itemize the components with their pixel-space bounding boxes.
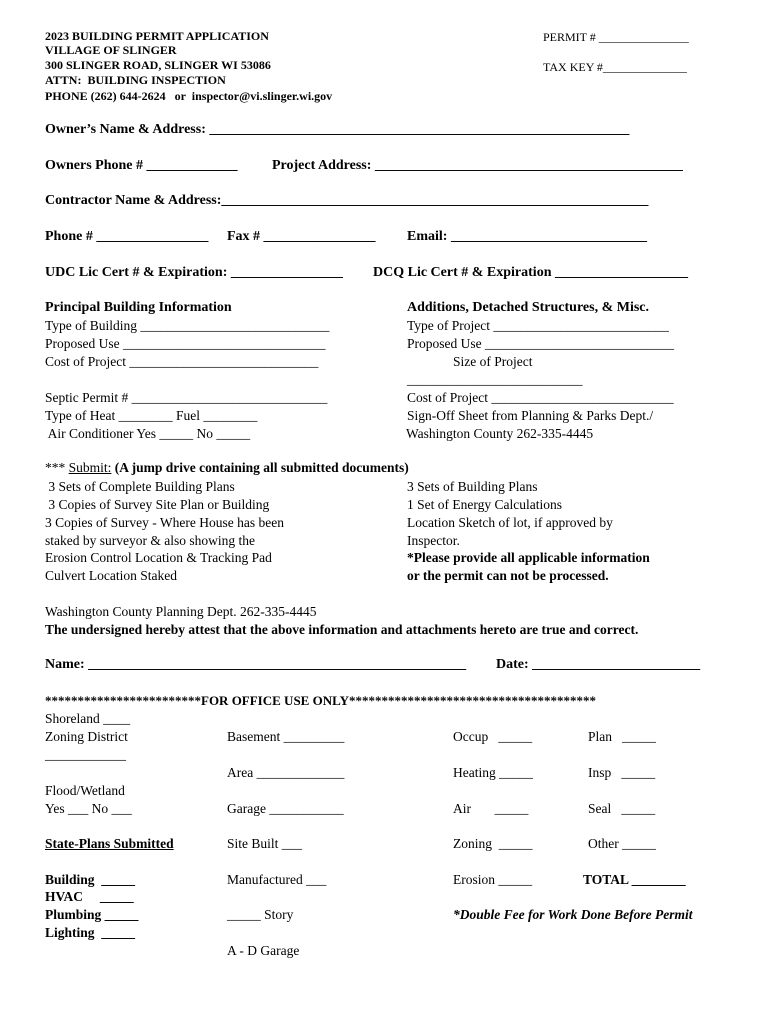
additions-heading: Additions, Detached Structures, & Misc. <box>407 300 650 315</box>
plan-field[interactable]: Plan _____ <box>588 729 656 744</box>
heating-field[interactable]: Heating _____ <box>453 765 533 780</box>
signature-date-field[interactable]: Date: ________________________ <box>496 657 701 672</box>
basement-field[interactable]: Basement _________ <box>227 729 345 744</box>
submit-left-item: staked by surveyor & also showing the <box>45 533 255 548</box>
ad-garage-label: A - D Garage <box>227 943 300 958</box>
size-of-project-field[interactable]: __________________________ <box>407 372 583 387</box>
garage-field[interactable]: Garage ___________ <box>227 801 344 816</box>
submit-right-item: Inspector. <box>407 533 460 548</box>
contractor-fax-field[interactable]: Fax # ________________ <box>227 229 376 244</box>
plumbing-plans-field[interactable]: Plumbing _____ <box>45 907 139 922</box>
submit-left-item: Culvert Location Staked <box>45 568 177 583</box>
submit-right-item: 3 Sets of Building Plans <box>407 479 538 494</box>
signature-name-field[interactable]: Name: ______________________________________________________ <box>45 657 467 672</box>
attestation-statement: The undersigned hereby attest that the above information and attachments hereto are true and correct. <box>45 622 639 637</box>
contractor-phone-field[interactable]: Phone # ________________ <box>45 229 209 244</box>
submit-left-item: 3 Copies of Survey Site Plan or Building <box>45 497 270 512</box>
header-address: 300 SLINGER ROAD, SLINGER WI 53086 <box>45 58 271 72</box>
owner-name-address-field[interactable]: Owner’s Name & Address: ____________________________________________________________ <box>45 122 630 137</box>
state-plans-submitted-heading: State-Plans Submitted <box>45 836 174 851</box>
submit-right-item: 1 Set of Energy Calculations <box>407 497 562 512</box>
area-field[interactable]: Area _____________ <box>227 765 345 780</box>
owner-phone-field[interactable]: Owners Phone # _____________ <box>45 158 238 173</box>
total-field[interactable]: TOTAL ________ <box>583 872 686 887</box>
office-use-banner: ************************FOR OFFICE USE ONLY************************************** <box>45 693 596 708</box>
type-of-building-field[interactable]: Type of Building ____________________________ <box>45 318 330 333</box>
occup-field[interactable]: Occup _____ <box>453 729 533 744</box>
other-field[interactable]: Other _____ <box>588 836 656 851</box>
permit-not-processed-note: or the permit can not be processed. <box>407 568 609 583</box>
type-of-project-field[interactable]: Type of Project __________________________ <box>407 318 669 333</box>
manufactured-field[interactable]: Manufactured ___ <box>227 872 327 887</box>
submit-left-item: 3 Copies of Survey - Where House has been <box>45 515 284 530</box>
county-planning-phone: Washington County Planning Dept. 262-335-4445 <box>45 604 317 619</box>
shoreland-field[interactable]: Shoreland ____ <box>45 711 131 726</box>
seal-field[interactable]: Seal _____ <box>588 801 656 816</box>
site-built-field[interactable]: Site Built ___ <box>227 836 303 851</box>
dcq-license-field[interactable]: DCQ Lic Cert # & Expiration ___________________ <box>373 265 688 280</box>
submit-right-item: Location Sketch of lot, if approved by <box>407 515 613 530</box>
story-field[interactable]: _____ Story <box>227 907 294 922</box>
hvac-plans-field[interactable]: HVAC _____ <box>45 889 134 904</box>
building-plans-field[interactable]: Building _____ <box>45 872 136 887</box>
zoning-field[interactable]: Zoning _____ <box>453 836 533 851</box>
cost-of-project-field[interactable]: Cost of Project ____________________________ <box>45 354 319 369</box>
principal-building-heading: Principal Building Information <box>45 300 232 315</box>
additions-proposed-use-field[interactable]: Proposed Use ____________________________ <box>407 336 674 351</box>
double-fee-note: *Double Fee for Work Done Before Permit <box>453 907 693 922</box>
lighting-plans-field[interactable]: Lighting _____ <box>45 925 136 940</box>
udc-license-field[interactable]: UDC Lic Cert # & Expiration: ________________ <box>45 265 343 280</box>
submit-left-item: Erosion Control Location & Tracking Pad <box>45 550 272 565</box>
submit-left-item: 3 Sets of Complete Building Plans <box>45 479 235 494</box>
tax-key-field[interactable]: TAX KEY #______________ <box>543 60 687 74</box>
septic-permit-field[interactable]: Septic Permit # _____________________________ <box>45 390 328 405</box>
header-attn: ATTN: BUILDING INSPECTION <box>45 73 226 87</box>
header-phone: PHONE (262) 644-2624 or inspector@vi.slinger.wi.gov <box>45 89 333 103</box>
size-of-project-label: Size of Project <box>453 354 533 369</box>
permit-number-field[interactable]: PERMIT # _______________ <box>543 30 689 44</box>
signoff-sheet-note: Sign-Off Sheet from Planning & Parks Dept./ <box>407 408 654 423</box>
type-of-heat-field[interactable]: Type of Heat ________ Fuel ________ <box>45 408 258 423</box>
erosion-field[interactable]: Erosion _____ <box>453 872 533 887</box>
header-village: VILLAGE OF SLINGER <box>45 43 177 57</box>
header-title: 2023 BUILDING PERMIT APPLICATION <box>45 29 269 43</box>
flood-wetland-label: Flood/Wetland <box>45 783 125 798</box>
contractor-email-field[interactable]: Email: ____________________________ <box>407 229 647 244</box>
project-address-field[interactable]: Project Address: ____________________________________________ <box>272 158 683 173</box>
air-conditioner-field[interactable]: Air Conditioner Yes _____ No _____ <box>45 426 251 441</box>
applicable-info-note: *Please provide all applicable information <box>407 550 650 565</box>
additions-cost-field[interactable]: Cost of Project ___________________________ <box>407 390 674 405</box>
submit-heading: *** Submit: (A jump drive containing all submitted documents) <box>45 460 409 475</box>
washington-county-phone: Washington County 262-335-4445 <box>406 426 594 441</box>
flood-wetland-field[interactable]: Yes ___ No ___ <box>45 801 132 816</box>
insp-field[interactable]: Insp _____ <box>588 765 656 780</box>
proposed-use-field[interactable]: Proposed Use ______________________________ <box>45 336 326 351</box>
air-field[interactable]: Air _____ <box>453 801 529 816</box>
zoning-district-label: Zoning District <box>45 729 128 744</box>
contractor-name-address-field[interactable]: Contractor Name & Address:_____________________________________________________________ <box>45 193 649 208</box>
zoning-district-field[interactable]: ____________ <box>45 747 126 762</box>
